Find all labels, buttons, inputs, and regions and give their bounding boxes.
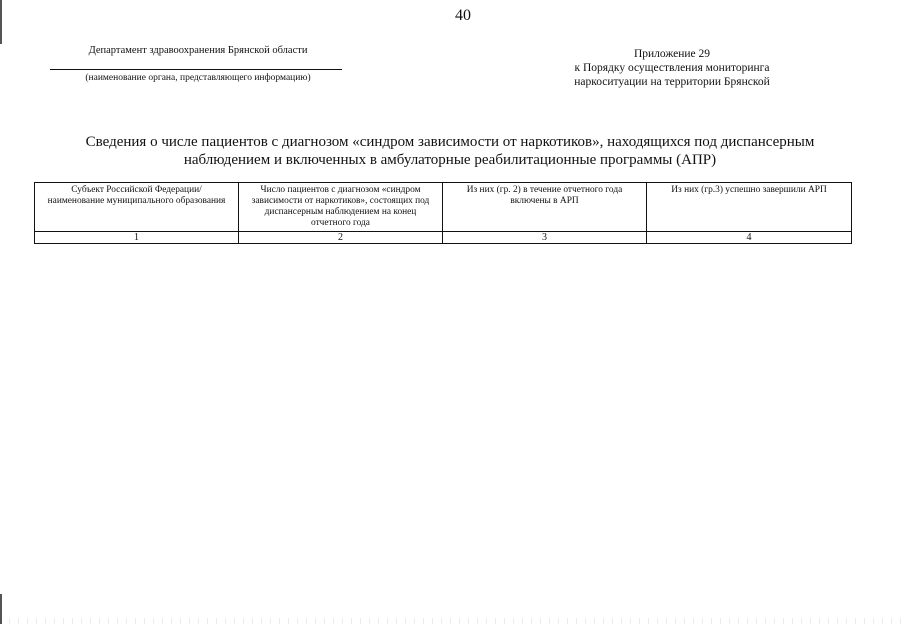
column-number-4: 4 (647, 232, 852, 244)
table-header-row (35, 183, 852, 232)
header-subject: Субъект Российской Федерации/ наименование муниципального образования (35, 183, 239, 232)
column-number-3: 3 (443, 232, 647, 244)
report-table (34, 182, 852, 244)
document-title (60, 133, 840, 169)
column-number-2: 2 (239, 232, 443, 244)
organization-block (50, 44, 340, 84)
scan-noise (0, 618, 905, 624)
column-number-1: 1 (35, 232, 239, 244)
document-title-line-2: наблюдением и включенных в амбулаторные реабилитационные программы (АПР) (183, 152, 717, 168)
header-completed-program: Из них (гр.3) успешно завершили АРП (647, 183, 852, 232)
appendix-line-3: наркоситуации на территории Брянской (574, 76, 770, 88)
organization-underline (50, 69, 342, 70)
scan-edge-top (0, 0, 2, 44)
header-included-in-program: Из них (гр. 2) в течение отчетного года включены в АРП (443, 183, 647, 232)
organization-name: Департамент здравоохранения Брянской области (88, 45, 308, 56)
appendix-block (552, 47, 792, 89)
appendix-line-2: к Порядку осуществления мониторинга (574, 62, 770, 74)
page-number: 40 (455, 7, 471, 24)
appendix-line-1: Приложение 29 (633, 48, 711, 60)
document-title-line-1: Сведения о числе пациентов с диагнозом «синдром зависимости от наркотиков», находящихся под диспансерным (85, 134, 815, 150)
organization-caption: (наименование органа, представляющего информацию) (85, 73, 311, 83)
header-patients-count: Число пациентов с диагнозом «синдром зависимости от наркотиков», состоящих под диспансерным наблюдением на конец отчетного года (239, 183, 443, 232)
table-column-number-row (35, 232, 852, 244)
